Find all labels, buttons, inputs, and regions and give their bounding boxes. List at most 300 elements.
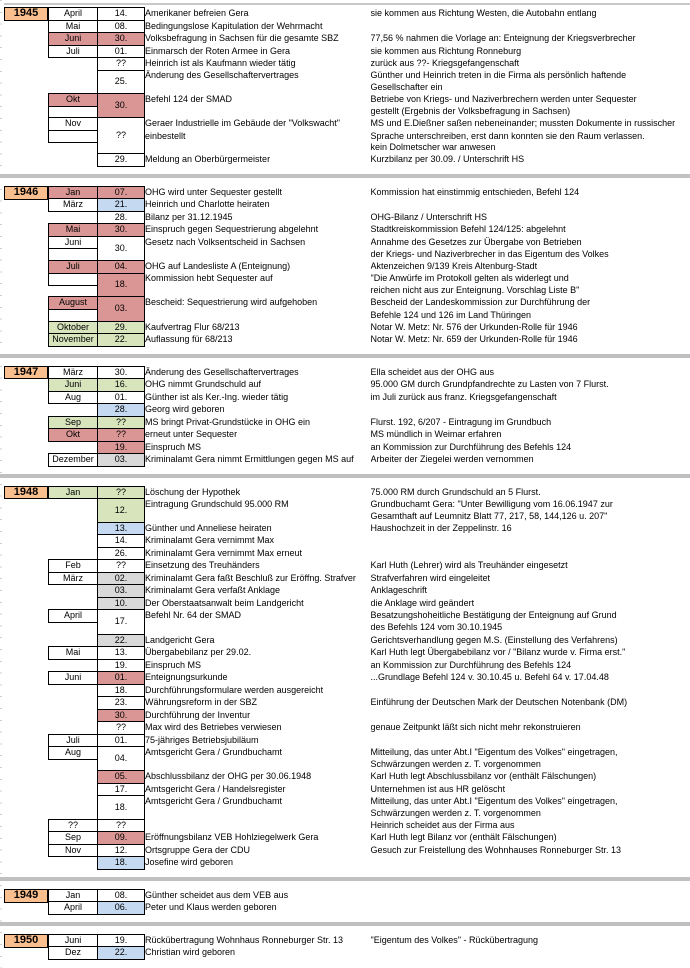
month-cell[interactable]: Juni bbox=[49, 379, 98, 392]
timeline-table bbox=[48, 889, 690, 915]
timeline-table bbox=[48, 186, 690, 347]
year-cell[interactable]: 1950 bbox=[4, 934, 48, 948]
month-cell[interactable] bbox=[49, 130, 98, 142]
day-cell[interactable]: 29. bbox=[98, 321, 145, 334]
day-cell[interactable]: 06. bbox=[98, 902, 145, 915]
note-cell[interactable]: Karl Huth legt Bilanz vor (enthält Fälschungen) bbox=[371, 832, 690, 845]
event-cell[interactable]: 75-jähriges Betriebsjubiläum bbox=[145, 734, 371, 747]
event-cell[interactable]: Georg wird geboren bbox=[145, 404, 371, 417]
event-cell[interactable]: Christian wird geboren bbox=[145, 947, 371, 960]
event-cell[interactable]: Kriminalamt Gera vernimmt Max bbox=[145, 535, 371, 548]
day-cell[interactable]: 19. bbox=[98, 659, 145, 672]
event-cell[interactable]: Amerikaner befreien Gera bbox=[145, 8, 371, 21]
month-cell[interactable]: Mai bbox=[49, 224, 98, 237]
event-cell[interactable]: Meldung an Oberbürgermeister bbox=[145, 154, 371, 167]
event-cell[interactable]: Amtsgericht Gera / Grundbuchamt bbox=[145, 747, 371, 760]
timeline-row bbox=[49, 285, 690, 297]
month-cell[interactable]: Jan bbox=[49, 186, 98, 199]
event-cell[interactable]: Rückübertragung Wohnhaus Ronneburger Str. 13 bbox=[145, 934, 371, 947]
event-cell[interactable] bbox=[145, 285, 371, 297]
event-cell[interactable]: Amtsgericht Gera / Handelsregister bbox=[145, 783, 371, 796]
timeline-table bbox=[48, 7, 690, 167]
month-cell[interactable]: März bbox=[49, 199, 98, 212]
year-section-1946 bbox=[4, 186, 690, 347]
day-cell[interactable]: 22. bbox=[98, 334, 145, 347]
month-cell[interactable] bbox=[49, 684, 98, 697]
note-cell[interactable]: Anklageschrift bbox=[371, 585, 690, 598]
timeline-row bbox=[49, 597, 690, 610]
month-cell[interactable] bbox=[49, 309, 98, 321]
day-cell[interactable]: 30. bbox=[98, 366, 145, 379]
timeline-row bbox=[49, 321, 690, 334]
day-cell[interactable]: 28. bbox=[98, 211, 145, 224]
note-cell[interactable]: gestellt (Ergebnis der Volksbefragung in Sachsen) bbox=[371, 106, 690, 118]
note-cell[interactable] bbox=[371, 709, 690, 722]
note-cell[interactable]: Schwärzungen werden z. T. vorgenommen bbox=[371, 808, 690, 820]
event-cell[interactable] bbox=[145, 106, 371, 118]
note-cell[interactable]: Karl Huth legt Übergabebilanz vor / "Bilanz wurde v. Firma erst." bbox=[371, 647, 690, 660]
note-cell[interactable]: sie kommen aus Richtung Ronneburg bbox=[371, 45, 690, 58]
month-cell[interactable] bbox=[49, 499, 98, 511]
month-cell[interactable] bbox=[49, 771, 98, 784]
note-cell[interactable] bbox=[371, 684, 690, 697]
event-cell[interactable]: Befehl 124 der SMAD bbox=[145, 94, 371, 107]
note-cell[interactable]: Gesellschafter ein bbox=[371, 82, 690, 94]
month-cell[interactable] bbox=[49, 510, 98, 522]
month-cell[interactable] bbox=[49, 154, 98, 167]
note-cell[interactable]: Notar W. Metz: Nr. 576 der Urkunden-Rolle für 1946 bbox=[371, 321, 690, 334]
month-cell[interactable]: Juni bbox=[49, 934, 98, 947]
note-cell[interactable]: Karl Huth legt Abschlussbilanz vor (enthält Fälschungen) bbox=[371, 771, 690, 784]
event-cell[interactable]: Heinrich und Charlotte heiraten bbox=[145, 199, 371, 212]
event-cell[interactable]: Eröffnungsbilanz VEB Hohlziegelwerk Gera bbox=[145, 832, 371, 845]
note-cell[interactable]: Arbeiter der Ziegelei werden vernommen bbox=[371, 454, 690, 467]
separator-bar bbox=[0, 354, 690, 358]
day-cell[interactable]: 18. bbox=[98, 273, 145, 297]
note-cell[interactable]: Gesamthaft auf Leumnitz Blatt 77, 217, 58, 144,126 u. 207" bbox=[371, 510, 690, 522]
day-cell[interactable]: 01. bbox=[98, 391, 145, 404]
note-cell[interactable]: "Eigentum des Volkes" - Rückübertragung bbox=[371, 934, 690, 947]
event-cell[interactable]: Enteignungsurkunde bbox=[145, 672, 371, 685]
note-cell[interactable]: Bescheid der Landeskommission zur Durchführung der bbox=[371, 297, 690, 310]
event-cell[interactable] bbox=[145, 510, 371, 522]
note-cell[interactable] bbox=[371, 857, 690, 870]
note-cell[interactable]: des Befehls 124 vom 30.10.1945 bbox=[371, 622, 690, 634]
note-cell[interactable]: Gesuch zur Freistellung des Wohnhauses Ronneburger Str. 13 bbox=[371, 844, 690, 857]
note-cell[interactable]: Haushochzeit in der Zeppelinstr. 16 bbox=[371, 522, 690, 535]
note-cell[interactable]: Aktenzeichen 9/139 Kreis Altenburg-Stadt bbox=[371, 261, 690, 274]
month-cell[interactable]: Dez bbox=[49, 947, 98, 960]
month-cell[interactable] bbox=[49, 106, 98, 118]
note-cell[interactable]: an Kommission zur Durchführung des Befehls 124 bbox=[371, 659, 690, 672]
separator-bar bbox=[0, 877, 690, 881]
day-cell[interactable]: 12. bbox=[98, 499, 145, 523]
note-cell[interactable] bbox=[371, 734, 690, 747]
timeline-row bbox=[49, 844, 690, 857]
timeline-row bbox=[49, 697, 690, 710]
day-cell[interactable]: 30. bbox=[98, 236, 145, 260]
note-cell[interactable]: kein Dolmetscher war anwesen bbox=[371, 142, 690, 154]
month-cell[interactable]: Sep bbox=[49, 416, 98, 429]
timeline-row bbox=[49, 819, 690, 832]
event-cell[interactable]: Der Oberstaatsanwalt beim Landgericht bbox=[145, 597, 371, 610]
month-cell[interactable]: März bbox=[49, 366, 98, 379]
note-cell[interactable]: Heinrich scheidet aus der Firma aus bbox=[371, 819, 690, 832]
day-cell[interactable]: 30. bbox=[98, 709, 145, 722]
day-cell[interactable]: 01. bbox=[98, 45, 145, 58]
note-cell[interactable]: Karl Huth (Lehrer) wird als Treuhänder eingesetzt bbox=[371, 560, 690, 573]
event-cell[interactable]: Änderung des Gesellschaftervertrages bbox=[145, 70, 371, 82]
section-separator bbox=[4, 467, 690, 486]
day-cell[interactable]: 17. bbox=[98, 610, 145, 634]
event-cell[interactable]: Übergabebilanz per 29.02. bbox=[145, 647, 371, 660]
month-cell[interactable] bbox=[49, 441, 98, 454]
day-cell[interactable]: 08. bbox=[98, 889, 145, 902]
day-cell[interactable]: 18. bbox=[98, 684, 145, 697]
month-cell[interactable]: Juni bbox=[49, 33, 98, 46]
note-cell[interactable]: Strafverfahren wird eingeleitet bbox=[371, 572, 690, 585]
event-cell[interactable]: Günther scheidet aus dem VEB aus bbox=[145, 889, 371, 902]
month-cell[interactable] bbox=[49, 697, 98, 710]
timeline-table bbox=[48, 366, 690, 467]
event-cell[interactable]: Kriminalamt Gera vernimmt Max erneut bbox=[145, 547, 371, 560]
month-cell[interactable]: Juli bbox=[49, 45, 98, 58]
day-cell[interactable]: 02. bbox=[98, 572, 145, 585]
timeline-row bbox=[49, 429, 690, 442]
day-cell[interactable]: 10. bbox=[98, 597, 145, 610]
event-cell[interactable]: Günther und Anneliese heiraten bbox=[145, 522, 371, 535]
month-cell[interactable] bbox=[49, 783, 98, 796]
month-cell[interactable]: August bbox=[49, 297, 98, 310]
note-cell[interactable]: Kurzbilanz per 30.09. / Unterschrift HS bbox=[371, 154, 690, 167]
event-cell[interactable]: Kriminalamt Gera verfaßt Anklage bbox=[145, 585, 371, 598]
event-cell[interactable]: Durchführungsformulare werden ausgereicht bbox=[145, 684, 371, 697]
month-cell[interactable]: Juni bbox=[49, 672, 98, 685]
day-cell[interactable]: 19. bbox=[98, 934, 145, 947]
day-cell[interactable]: 04. bbox=[98, 261, 145, 274]
section-separator bbox=[4, 870, 690, 889]
day-cell[interactable]: 25. bbox=[98, 70, 145, 94]
note-cell[interactable]: Annahme des Gesetzes zur Übergabe von Betrieben bbox=[371, 236, 690, 249]
note-cell[interactable] bbox=[371, 20, 690, 33]
event-cell[interactable]: Geraer Industrielle im Gebäude der "Volkswacht" bbox=[145, 118, 371, 131]
event-cell[interactable]: Volksbefragung in Sachsen für die gesamte SBZ bbox=[145, 33, 371, 46]
event-cell[interactable]: Löschung der Hypothek bbox=[145, 486, 371, 499]
note-cell[interactable]: genaue Zeitpunkt läßt sich nicht mehr rekonstruieren bbox=[371, 722, 690, 735]
month-cell[interactable]: Juli bbox=[49, 734, 98, 747]
month-cell[interactable]: Juni bbox=[49, 236, 98, 249]
day-cell[interactable]: 01. bbox=[98, 734, 145, 747]
timeline-row bbox=[49, 759, 690, 771]
day-cell[interactable]: 18. bbox=[98, 796, 145, 820]
month-cell[interactable]: April bbox=[49, 610, 98, 623]
day-cell[interactable]: 22. bbox=[98, 634, 145, 647]
day-cell[interactable]: ?? bbox=[98, 560, 145, 573]
day-cell[interactable]: 03. bbox=[98, 454, 145, 467]
note-cell[interactable]: MS mündlich in Weimar erfahren bbox=[371, 429, 690, 442]
event-cell[interactable]: einbestellt bbox=[145, 130, 371, 142]
timeline-row bbox=[49, 672, 690, 685]
month-cell[interactable]: Nov bbox=[49, 118, 98, 131]
note-cell[interactable]: Stadtkreiskommission Befehl 124/125: abgelehnt bbox=[371, 224, 690, 237]
month-cell[interactable]: Feb bbox=[49, 560, 98, 573]
month-cell[interactable]: Nov bbox=[49, 844, 98, 857]
month-cell[interactable]: Okt bbox=[49, 94, 98, 107]
event-cell[interactable]: Max wird des Betriebes verwiesen bbox=[145, 722, 371, 735]
month-cell[interactable] bbox=[49, 585, 98, 598]
note-cell[interactable]: Unternehmen ist aus HR gelöscht bbox=[371, 783, 690, 796]
note-cell[interactable]: OHG-Bilanz / Unterschrift HS bbox=[371, 211, 690, 224]
note-cell[interactable]: Grundbuchamt Gera: "Unter Bewilligung vom 16.06.1947 zur bbox=[371, 499, 690, 511]
month-cell[interactable] bbox=[49, 273, 98, 285]
day-cell[interactable]: ?? bbox=[98, 722, 145, 735]
note-cell[interactable]: 75.000 RM durch Grundschuld an 5 Flurst. bbox=[371, 486, 690, 499]
day-cell[interactable]: 04. bbox=[98, 747, 145, 771]
month-cell[interactable] bbox=[49, 622, 98, 634]
event-cell[interactable]: Amtsgericht Gera / Grundbuchamt bbox=[145, 796, 371, 808]
year-cell[interactable]: 1946 bbox=[4, 186, 48, 200]
day-cell[interactable]: ?? bbox=[98, 429, 145, 442]
month-cell[interactable] bbox=[49, 285, 98, 297]
event-cell[interactable]: Gesetz nach Volksentscheid in Sachsen bbox=[145, 236, 371, 249]
note-cell[interactable] bbox=[371, 889, 690, 902]
event-cell[interactable]: Währungsreform in der SBZ bbox=[145, 697, 371, 710]
year-cell[interactable]: 1949 bbox=[4, 889, 48, 903]
event-cell[interactable]: OHG wird unter Sequester gestellt bbox=[145, 186, 371, 199]
year-cell[interactable]: 1945 bbox=[4, 7, 48, 21]
day-cell[interactable]: 14. bbox=[98, 8, 145, 21]
month-cell[interactable] bbox=[49, 70, 98, 82]
month-cell[interactable] bbox=[49, 211, 98, 224]
note-cell[interactable]: Betriebe von Kriegs- und Naziverbrechern werden unter Sequester bbox=[371, 94, 690, 107]
event-cell[interactable]: Auflassung für 68/213 bbox=[145, 334, 371, 347]
day-cell[interactable]: 05. bbox=[98, 771, 145, 784]
event-cell[interactable]: Peter und Klaus werden geboren bbox=[145, 902, 371, 915]
month-cell[interactable]: Aug bbox=[49, 391, 98, 404]
note-cell[interactable]: im Juli zurück aus franz. Kriegsgefangenschaft bbox=[371, 391, 690, 404]
day-cell[interactable]: 29. bbox=[98, 154, 145, 167]
day-cell[interactable]: 30. bbox=[98, 94, 145, 118]
note-cell[interactable]: Mitteilung, das unter Abt.I "Eigentum des Volkes" eingetragen, bbox=[371, 796, 690, 808]
note-cell[interactable] bbox=[371, 535, 690, 548]
section-separator bbox=[4, 167, 690, 186]
note-cell[interactable]: zurück aus ??- Kriegsgefangenschaft bbox=[371, 58, 690, 71]
note-cell[interactable]: Ella scheidet aus der OHG aus bbox=[371, 366, 690, 379]
day-cell[interactable]: 28. bbox=[98, 404, 145, 417]
timeline-row bbox=[49, 416, 690, 429]
month-cell[interactable] bbox=[49, 58, 98, 71]
event-cell[interactable]: Änderung des Gesellschaftervertrages bbox=[145, 366, 371, 379]
month-cell[interactable]: Mai bbox=[49, 20, 98, 33]
day-cell[interactable]: 30. bbox=[98, 33, 145, 46]
event-cell[interactable]: Günther ist als Ker.-Ing. wieder tätig bbox=[145, 391, 371, 404]
note-cell[interactable]: Notar W. Metz: Nr. 659 der Urkunden-Rolle für 1946 bbox=[371, 334, 690, 347]
note-cell[interactable]: Einführung der Deutschen Mark der Deutschen Notenbank (DM) bbox=[371, 697, 690, 710]
month-cell[interactable] bbox=[49, 659, 98, 672]
event-cell[interactable]: Einsetzung des Treuhänders bbox=[145, 560, 371, 573]
note-cell[interactable] bbox=[371, 404, 690, 417]
note-cell[interactable]: sie kommen aus Richtung Westen, die Autobahn entlang bbox=[371, 8, 690, 21]
year-section-1949 bbox=[4, 889, 690, 915]
timeline-row bbox=[49, 273, 690, 285]
event-cell[interactable]: Einspruch MS bbox=[145, 659, 371, 672]
day-cell[interactable]: 03. bbox=[98, 297, 145, 321]
month-cell[interactable]: Mai bbox=[49, 647, 98, 660]
month-cell[interactable] bbox=[49, 722, 98, 735]
day-cell[interactable]: ?? bbox=[98, 58, 145, 71]
day-cell[interactable]: 17. bbox=[98, 783, 145, 796]
event-cell[interactable]: OHG nimmt Grundschuld auf bbox=[145, 379, 371, 392]
event-cell[interactable]: Einspruch gegen Sequestrierung abgelehnt bbox=[145, 224, 371, 237]
note-cell[interactable]: an Kommission zur Durchführung des Befehls 124 bbox=[371, 441, 690, 454]
event-cell[interactable]: Bedingungslose Kapitulation der Wehrmacht bbox=[145, 20, 371, 33]
day-cell[interactable]: ?? bbox=[98, 819, 145, 832]
timeline-row bbox=[49, 783, 690, 796]
day-cell[interactable]: 18. bbox=[98, 857, 145, 870]
note-cell[interactable]: der Kriegs- und Naziverbrecher in das Eigentum des Volkes bbox=[371, 249, 690, 261]
day-cell[interactable]: 14. bbox=[98, 535, 145, 548]
event-cell[interactable] bbox=[145, 309, 371, 321]
event-cell[interactable]: Landgericht Gera bbox=[145, 634, 371, 647]
note-cell[interactable]: MS und E.Dießner saßen nebeneinander; mussten Dokumente in russischer bbox=[371, 118, 690, 131]
day-cell[interactable]: 16. bbox=[98, 379, 145, 392]
event-cell[interactable] bbox=[145, 759, 371, 771]
month-cell[interactable] bbox=[49, 522, 98, 535]
event-cell[interactable] bbox=[145, 142, 371, 154]
note-cell[interactable]: die Anklage wird geändert bbox=[371, 597, 690, 610]
month-cell[interactable] bbox=[49, 82, 98, 94]
event-cell[interactable]: Befehl Nr. 64 der SMAD bbox=[145, 610, 371, 623]
year-cell[interactable]: 1948 bbox=[4, 486, 48, 500]
day-cell[interactable]: 19. bbox=[98, 441, 145, 454]
note-cell[interactable] bbox=[371, 547, 690, 560]
month-cell[interactable]: April bbox=[49, 8, 98, 21]
day-cell[interactable]: ?? bbox=[98, 416, 145, 429]
note-cell[interactable]: Flurst. 192, 6/207 - Eintragung im Grundbuch bbox=[371, 416, 690, 429]
month-cell[interactable] bbox=[49, 535, 98, 548]
month-cell[interactable] bbox=[49, 634, 98, 647]
note-cell[interactable]: "Die Anwürfe im Protokoll gelten als widerlegt und bbox=[371, 273, 690, 285]
month-cell[interactable]: November bbox=[49, 334, 98, 347]
note-cell[interactable] bbox=[371, 902, 690, 915]
day-cell[interactable]: 22. bbox=[98, 947, 145, 960]
event-cell[interactable]: OHG auf Landesliste A (Enteignung) bbox=[145, 261, 371, 274]
event-cell[interactable]: Heinrich ist als Kaufmann wieder tätig bbox=[145, 58, 371, 71]
day-cell[interactable]: 30. bbox=[98, 224, 145, 237]
day-cell[interactable]: ?? bbox=[98, 118, 145, 154]
note-cell[interactable] bbox=[371, 199, 690, 212]
year-cell[interactable]: 1947 bbox=[4, 366, 48, 380]
month-cell[interactable] bbox=[49, 142, 98, 154]
note-cell[interactable]: 95.000 GM durch Grundpfandrechte zu Lasten von 7 Flurst. bbox=[371, 379, 690, 392]
day-cell[interactable]: 07. bbox=[98, 186, 145, 199]
month-cell[interactable]: ?? bbox=[49, 819, 98, 832]
day-cell[interactable]: 13. bbox=[98, 647, 145, 660]
timeline-row bbox=[49, 391, 690, 404]
event-cell[interactable]: Eintragung Grundschuld 95.000 RM bbox=[145, 499, 371, 511]
note-cell[interactable]: Sprache unterschreiben, erst dann konnten sie den Raum verlassen. bbox=[371, 130, 690, 142]
event-cell[interactable]: Bilanz per 31.12.1945 bbox=[145, 211, 371, 224]
month-cell[interactable] bbox=[49, 249, 98, 261]
month-cell[interactable]: Jan bbox=[49, 486, 98, 499]
event-cell[interactable]: Kriminalamt Gera faßt Beschluß zur Eröffng. Strafver bbox=[145, 572, 371, 585]
event-cell[interactable]: erneut unter Sequester bbox=[145, 429, 371, 442]
event-cell[interactable]: Bescheid: Sequestrierung wird aufgehoben bbox=[145, 297, 371, 310]
month-cell[interactable] bbox=[49, 547, 98, 560]
month-cell[interactable]: Okt bbox=[49, 429, 98, 442]
month-cell[interactable]: Oktober bbox=[49, 321, 98, 334]
event-cell[interactable] bbox=[145, 622, 371, 634]
event-cell[interactable]: Ortsgruppe Gera der CDU bbox=[145, 844, 371, 857]
month-cell[interactable] bbox=[49, 404, 98, 417]
month-cell[interactable]: Juli bbox=[49, 261, 98, 274]
day-cell[interactable]: 23. bbox=[98, 697, 145, 710]
note-cell[interactable]: Besatzungshoheitliche Bestätigung der Enteignung auf Grund bbox=[371, 610, 690, 623]
month-cell[interactable]: Jan bbox=[49, 889, 98, 902]
month-cell[interactable] bbox=[49, 597, 98, 610]
note-cell[interactable]: Gerichtsverhandlung gegen M.S. (Einstellung des Verfahrens) bbox=[371, 634, 690, 647]
event-cell[interactable] bbox=[145, 819, 371, 832]
month-cell[interactable] bbox=[49, 759, 98, 771]
day-cell[interactable]: 09. bbox=[98, 832, 145, 845]
note-cell[interactable]: reichen nicht aus zur Enteignung. Vorschlag Liste B" bbox=[371, 285, 690, 297]
note-cell[interactable]: Schwärzungen werden z. T. vorgenommen bbox=[371, 759, 690, 771]
event-cell[interactable]: Kaufvertrag Flur 68/213 bbox=[145, 321, 371, 334]
event-cell[interactable]: Einmarsch der Roten Armee in Gera bbox=[145, 45, 371, 58]
event-cell[interactable] bbox=[145, 808, 371, 820]
event-cell[interactable] bbox=[145, 82, 371, 94]
note-cell[interactable] bbox=[371, 947, 690, 960]
month-cell[interactable]: März bbox=[49, 572, 98, 585]
note-cell[interactable]: Mitteilung, das unter Abt.I "Eigentum des Volkes" eingetragen, bbox=[371, 747, 690, 760]
month-cell[interactable]: Dezember bbox=[49, 454, 98, 467]
month-cell[interactable]: Aug bbox=[49, 747, 98, 760]
timeline-row bbox=[49, 722, 690, 735]
day-cell[interactable]: 08. bbox=[98, 20, 145, 33]
event-cell[interactable] bbox=[145, 249, 371, 261]
day-cell[interactable]: 03. bbox=[98, 585, 145, 598]
day-cell[interactable]: 13. bbox=[98, 522, 145, 535]
event-cell[interactable]: MS bringt Privat-Grundstücke in OHG ein bbox=[145, 416, 371, 429]
month-cell[interactable]: April bbox=[49, 902, 98, 915]
event-cell[interactable]: Durchführung der Inventur bbox=[145, 709, 371, 722]
note-cell[interactable]: ...Grundlage Befehl 124 v. 30.10.45 u. Befehl 64 v. 17.04.48 bbox=[371, 672, 690, 685]
event-cell[interactable]: Abschlussbilanz der OHG per 30.06.1948 bbox=[145, 771, 371, 784]
day-cell[interactable]: 21. bbox=[98, 199, 145, 212]
day-cell[interactable]: 01. bbox=[98, 672, 145, 685]
month-cell[interactable] bbox=[49, 857, 98, 870]
day-cell[interactable]: 12. bbox=[98, 844, 145, 857]
event-cell[interactable]: Einspruch MS bbox=[145, 441, 371, 454]
event-cell[interactable]: Josefine wird geboren bbox=[145, 857, 371, 870]
note-cell[interactable]: Kommission hat einstimmig entschieden, Befehl 124 bbox=[371, 186, 690, 199]
event-cell[interactable]: Kommission hebt Sequester auf bbox=[145, 273, 371, 285]
day-cell[interactable]: ?? bbox=[98, 486, 145, 499]
note-cell[interactable]: Befehle 124 und 126 im Land Thüringen bbox=[371, 309, 690, 321]
section-separator bbox=[4, 347, 690, 366]
note-cell[interactable]: 77,56 % nahmen die Vorlage an: Enteignung der Kriegsverbrecher bbox=[371, 33, 690, 46]
event-cell[interactable]: Kriminalamt Gera nimmt Ermittlungen gegen MS auf bbox=[145, 454, 371, 467]
note-cell[interactable]: Günther und Heinrich treten in die Firma als persönlich haftende bbox=[371, 70, 690, 82]
timeline-row bbox=[49, 947, 690, 960]
timeline-row bbox=[49, 82, 690, 94]
day-cell[interactable]: 26. bbox=[98, 547, 145, 560]
month-cell[interactable] bbox=[49, 808, 98, 820]
month-cell[interactable] bbox=[49, 709, 98, 722]
timeline-sections bbox=[4, 7, 690, 960]
month-cell[interactable] bbox=[49, 796, 98, 808]
month-cell[interactable]: Sep bbox=[49, 832, 98, 845]
